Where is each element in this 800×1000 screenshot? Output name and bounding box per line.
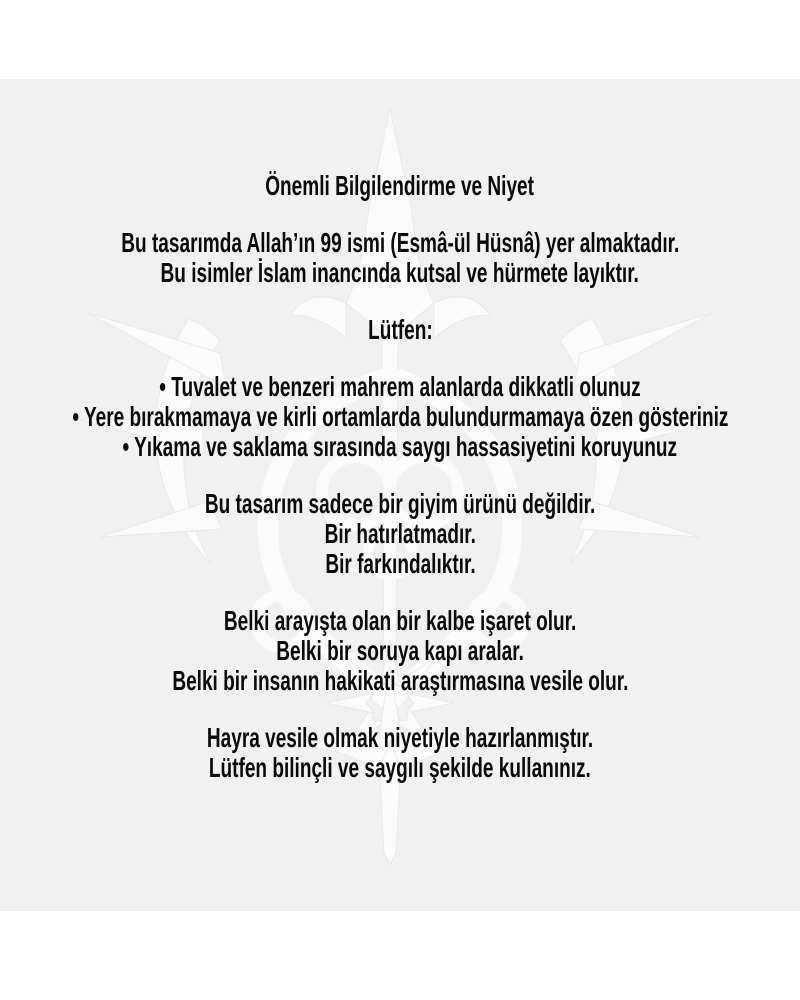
bullet-item-3: • Yıkama ve saklama sırasında saygı hassasiyetini koruyunuz: [122, 431, 678, 462]
bullet-list: [0, 372, 800, 462]
meaning-block: [113, 489, 687, 579]
closing-line-1: Hayra vesile olmak niyetiyle hazırlanmıştır.: [206, 722, 594, 753]
bullet-item-2: • Yere bırakmamaya ve kirli ortamlarda bulundurmamaya özen gösteriniz: [71, 401, 729, 432]
page-title: Önemli Bilgilendirme ve Niyet: [265, 170, 535, 201]
intro-block: [0, 228, 800, 288]
intro-line-1: Bu tasarımda Allah’ın 99 ismi (Esmâ-ül Hüsnâ) yer almaktadır.: [120, 227, 680, 258]
please-block: [353, 315, 448, 345]
hope-block: [65, 606, 736, 696]
meaning-line-1: Bu tasarım sadece bir giyim ürünü değildir.: [204, 488, 596, 519]
text-content: [0, 79, 800, 911]
meaning-line-2: Bir hatırlatmadır.: [324, 518, 476, 549]
title-block: [202, 171, 597, 201]
closing-line-2: Lütfen bilinçli ve saygılı şekilde kullanınız.: [209, 752, 591, 783]
intro-line-2: Bu isimler İslam inancında kutsal ve hürmete layıktır.: [160, 257, 640, 288]
info-card: [0, 79, 800, 911]
bullet-item-1: • Tuvalet ve benzeri mahrem alanlarda dikkatli olunuz: [159, 371, 641, 402]
closing-block: [116, 723, 684, 783]
meaning-line-3: Bir farkındalıktır.: [324, 548, 476, 579]
hope-line-1: Belki arayışta olan bir kalbe işaret olur.: [223, 605, 577, 636]
please-label: Lütfen:: [367, 314, 433, 345]
hope-line-2: Belki bir soruya kapı aralar.: [276, 635, 524, 666]
hope-line-3: Belki bir insanın hakikati araştırmasına vesile olur.: [171, 665, 629, 696]
